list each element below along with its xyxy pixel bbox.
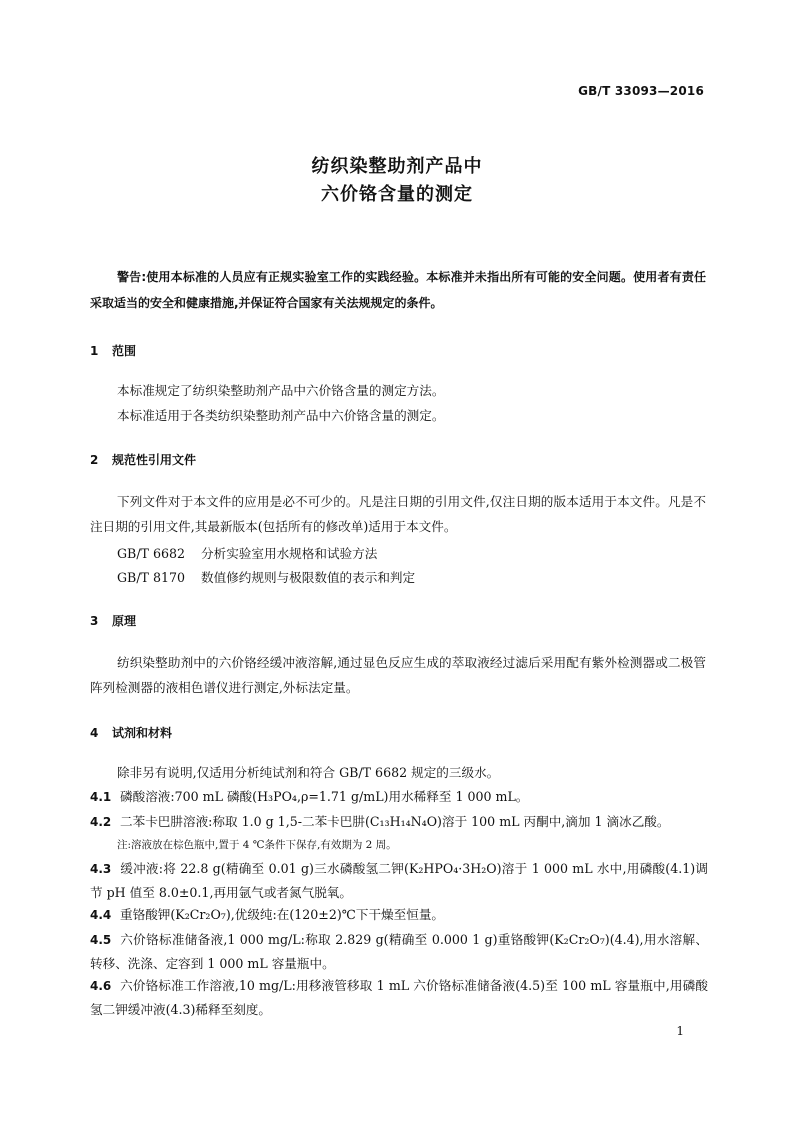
page-number: 1	[676, 1024, 684, 1038]
section-3-heading	[90, 612, 136, 629]
reagents-intro-paragraph: 除非另有说明,仅适用分析纯试剂和符合 GB/T 6682 规定的三级水。	[117, 765, 500, 780]
normative-intro-paragraph: 下列文件对于本文件的应用是必不可少的。凡是注日期的引用文件,仅注日期的版本适用于本文件。凡是不注日期的引用文件,其最新版本(包括所有的修改单)适用于本文件。	[90, 494, 706, 534]
section-1-heading	[90, 342, 136, 359]
reagent-item-4-5	[90, 928, 708, 976]
item-text: 磷酸溶液:700 mL 磷酸(H₃PO₄,ρ=1.71 g/mL)用水稀释至 1 000 mL。	[120, 789, 529, 804]
reagent-note: 注:溶液放在棕色瓶中,置于 4 ℃条件下保存,有效期为 2 周。	[117, 839, 397, 851]
section-number: 4	[90, 726, 99, 740]
normative-reference-item	[117, 567, 415, 586]
reagent-item-4-6	[90, 974, 708, 1022]
item-number: 4.6	[90, 979, 112, 993]
section-number: 1	[90, 344, 99, 358]
scope-paragraph-1: 本标准规定了纺织染整助剂产品中六价铬含量的测定方法。	[117, 383, 445, 398]
reference-code: GB/T 8170	[117, 570, 186, 585]
item-text: 重铬酸钾(K₂Cr₂O₇),优级纯:在(120±2)℃下干燥至恒量。	[120, 907, 445, 922]
document-title-line-1: 纺织染整助剂产品中	[311, 156, 483, 177]
item-number: 4.2	[90, 815, 112, 829]
item-text: 二苯卡巴肼溶液:称取 1.0 g 1,5-二苯卡巴肼(C₁₃H₁₄N₄O)溶于 100 mL 丙酮中,滴加 1 滴冰乙酸。	[120, 814, 670, 829]
reference-title: 分析实验室用水规格和试验方法	[201, 546, 378, 561]
reagent-item-4-4	[90, 903, 708, 927]
section-2-heading	[90, 451, 196, 468]
document-title-line-2: 六价铬含量的测定	[321, 184, 473, 205]
principle-paragraph: 纺织染整助剂中的六价铬经缓冲液溶解,通过显色反应生成的萃取液经过滤后采用配有紫外检测器或二极管阵列检测器的液相色谱仪进行测定,外标法定量。	[90, 655, 706, 695]
section-title: 规范性引用文件	[112, 453, 197, 467]
item-text: 六价铬标准储备液,1 000 mg/L:称取 2.829 g(精确至 0.000 1 g)重铬酸钾(K₂Cr₂O₇)(4.4),用水溶解、转移、洗涤、定容到 1 000 mL 容量瓶中。	[90, 932, 708, 971]
item-number: 4.5	[90, 933, 112, 947]
item-number: 4.4	[90, 908, 112, 922]
item-number: 4.1	[90, 790, 112, 804]
normative-reference-item	[117, 543, 377, 562]
section-title: 原理	[112, 614, 137, 628]
item-text: 缓冲液:将 22.8 g(精确至 0.01 g)三水磷酸氢二钾(K₂HPO₄·3H₂O)溶于 1 000 mL 水中,用磷酸(4.1)调节 pH 值至 8.0±0.1,再用氩气或者氮气脱氧。	[90, 861, 708, 900]
section-title: 范围	[112, 344, 137, 358]
reference-code: GB/T 6682	[117, 546, 186, 561]
item-number: 4.3	[90, 862, 112, 876]
item-text: 六价铬标准工作溶液,10 mg/L:用移液管移取 1 mL 六价铬标准储备液(4.5)至 100 mL 容量瓶中,用磷酸氢二钾缓冲液(4.3)稀释至刻度。	[90, 978, 708, 1017]
section-title: 试剂和材料	[112, 726, 173, 740]
reagent-item-4-1	[90, 785, 708, 809]
standard-number: GB/T 33093—2016	[578, 84, 704, 98]
warning-paragraph: 警告:使用本标准的人员应有正规实验室工作的实践经验。本标准并未指出所有可能的安全问题。使用者有责任采取适当的安全和健康措施,并保证符合国家有关法规规定的条件。	[90, 270, 706, 310]
reference-title: 数值修约规则与极限数值的表示和判定	[201, 570, 416, 585]
scope-paragraph-2: 本标准适用于各类纺织染整助剂产品中六价铬含量的测定。	[117, 408, 445, 423]
reagent-item-4-3	[90, 857, 708, 905]
section-4-heading	[90, 724, 172, 741]
section-number: 3	[90, 614, 99, 628]
section-number: 2	[90, 453, 99, 467]
reagent-item-4-2	[90, 810, 708, 834]
